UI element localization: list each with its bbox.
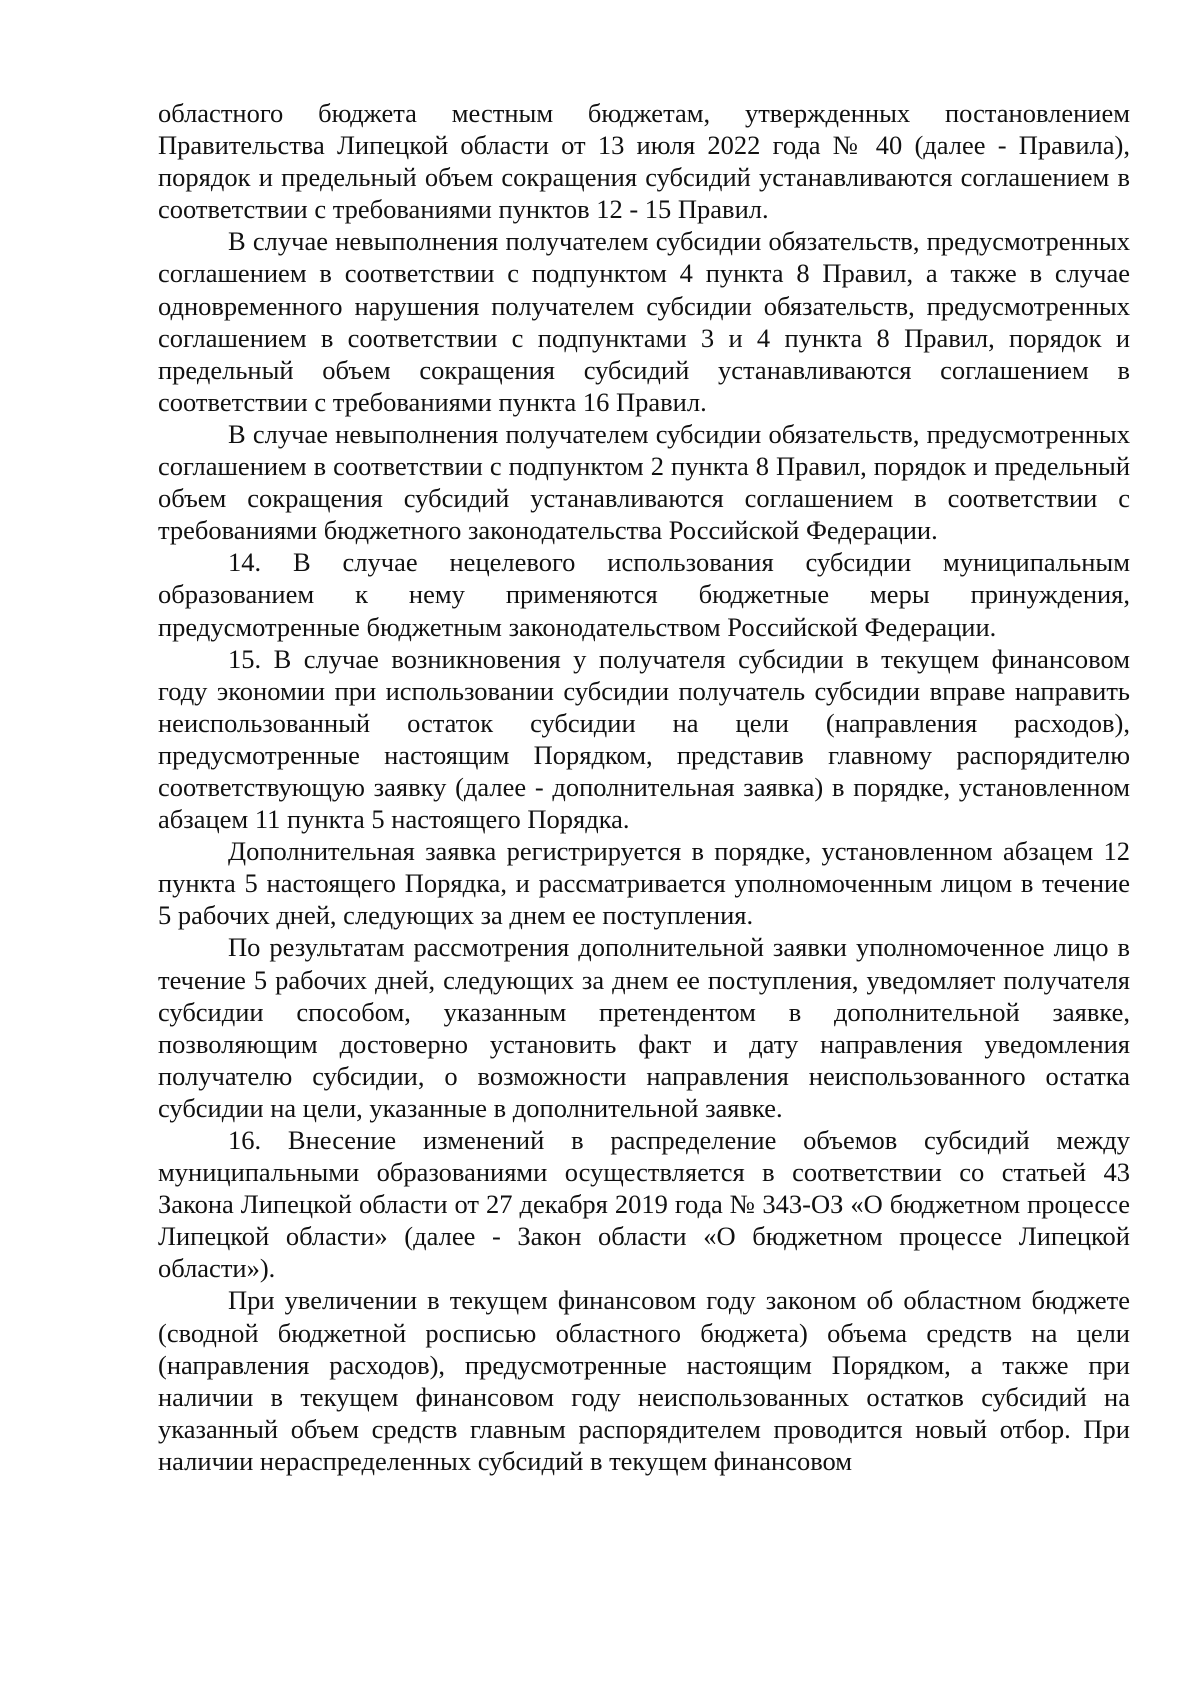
paragraph-review-results: По результатам рассмотрения дополнительной заявки уполномоченное лицо в течение 5 рабочих дней, следующих за днем ее поступления, уведомляет получателя субсидии способом, указанным претендентом в дополнительной заявке, позволяющим достоверно установить факт и дату направления уведомления получателю субсидии, о возможности направления неиспользованного остатка субсидии на цели, указанные в дополнительной заявке. [158,932,1130,1123]
paragraph-continuation: областного бюджета местным бюджетам, утвержденных постановлением Правительства Липецкой области от 13 июля 2022 года № 40 (далее - Правила), порядок и предельный объем сокращения субсидий устанавливаются соглашением в соответствии с требованиями пунктов 12 - 15 Правил. [158,98,1130,225]
paragraph-additional-application: Дополнительная заявка регистрируется в порядке, установленном абзацем 12 пункта 5 настоящего Порядка, и рассматривается уполномоченным лицом в течение 5 рабочих дней, следующих за днем ее поступления. [158,836,1130,931]
paragraph-budget-increase: При увеличении в текущем финансовом году законом об областном бюджете (сводной бюджетной росписью областного бюджета) объема средств на цели (направления расходов), предусмотренные настоящим Порядком, а также при наличии в текущем финансовом году неиспользованных остатков субсидий на указанный объем средств главным распорядителем проводится новый отбор. При наличии нераспределенных субсидий в текущем финансовом [158,1285,1130,1476]
paragraph-obligations-subparagraph-4: В случае невыполнения получателем субсидии обязательств, предусмотренных соглашением в соответствии с подпунктом 4 пункта 8 Правил, а также в случае одновременного нарушения получателем субсидии обязательств, предусмотренных соглашением в соответствии с подпунктами 3 и 4 пункта 8 Правил, порядок и предельный объем сокращения субсидий устанавливаются соглашением в соответствии с требованиями пункта 16 Правил. [158,226,1130,417]
paragraph-item-16: 16. Внесение изменений в распределение объемов субсидий между муниципальными образованиями осуществляется в соответствии со статьей 43 Закона Липецкой области от 27 декабря 2019 года № 343-ОЗ «О бюджетном процессе Липецкой области» (далее - Закон области «О бюджетном процессе Липецкой области»). [158,1125,1130,1284]
paragraph-item-15: 15. В случае возникновения у получателя субсидии в текущем финансовом году экономии при использовании субсидии получатель субсидии вправе направить неиспользованный остаток субсидии на цели (направления расходов), предусмотренные настоящим Порядком, представив главному распорядителю соответствующую заявку (далее - дополнительная заявка) в порядке, установленном абзацем 11 пункта 5 настоящего Порядка. [158,643,1130,835]
document-body [158,97,1130,1477]
paragraph-item-14: 14. В случае нецелевого использования субсидии муниципальным образованием к нему применяются бюджетные меры принуждения, предусмотренные бюджетным законодательством Российской Федерации. [158,547,1130,642]
paragraph-obligations-subparagraph-2: В случае невыполнения получателем субсидии обязательств, предусмотренных соглашением в соответствии с подпунктом 2 пункта 8 Правил, порядок и предельный объем сокращения субсидий устанавливаются соглашением в соответствии с требованиями бюджетного законодательства Российской Федерации. [158,418,1130,546]
